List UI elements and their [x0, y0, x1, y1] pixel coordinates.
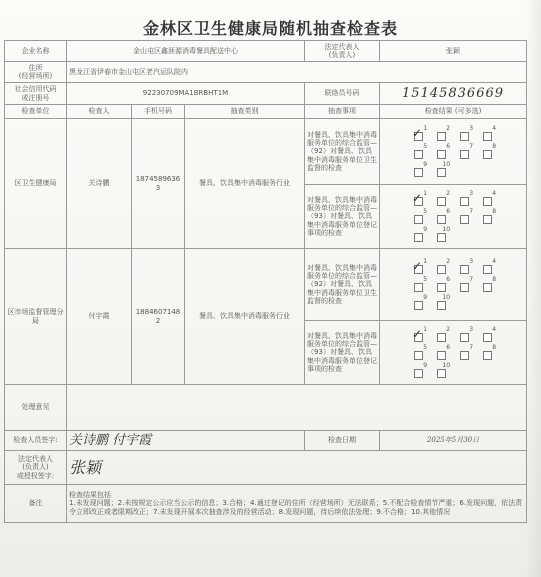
result-checkbox[interactable] — [414, 333, 423, 342]
result-option-number: 2 — [446, 124, 451, 132]
contact-phone-handwritten: 15145836669 — [402, 85, 505, 101]
result-checkbox[interactable] — [414, 351, 423, 360]
result-option-number: 8 — [492, 275, 497, 283]
result-option-number: 7 — [469, 207, 474, 215]
inspector-phone: 18745896363 — [132, 119, 185, 249]
result-option-number: 4 — [492, 124, 497, 132]
credit-code-value: 92230709MA1BRBHT1M — [67, 83, 305, 105]
result-option-number: 10 — [442, 160, 451, 168]
result-option-number: 8 — [492, 142, 497, 150]
result-option — [407, 143, 430, 161]
result-option — [453, 125, 476, 143]
result-checkbox[interactable] — [414, 197, 423, 206]
result-checkbox[interactable] — [414, 233, 423, 242]
result-option — [453, 208, 476, 226]
inspection-matter: 对餐具、饮具集中消毒服务单位的综合监管—（93）对餐具、饮具集中消毒服务单位登记事项的检查 — [305, 321, 380, 385]
result-option — [407, 161, 430, 179]
result-option-number: 1 — [423, 325, 428, 333]
result-checkbox[interactable] — [437, 215, 446, 224]
remarks-label: 备注 — [5, 485, 67, 523]
address-label: 住所 (经营场所) — [5, 62, 67, 83]
result-checkbox[interactable] — [460, 197, 469, 206]
company-name-value: 金山屯区鑫涯源消毒餐具配送中心 — [67, 41, 305, 62]
result-option-number: 1 — [423, 257, 428, 265]
result-checkboxes — [407, 190, 499, 244]
result-option — [407, 362, 430, 380]
result-option-number: 6 — [446, 142, 451, 150]
col-phone-header: 手机号码 — [132, 105, 185, 119]
result-option-number: 3 — [469, 189, 474, 197]
result-option — [476, 276, 499, 294]
result-option — [407, 276, 430, 294]
col-item-header: 抽查事项 — [305, 105, 380, 119]
result-option — [476, 125, 499, 143]
result-option-number: 3 — [469, 257, 474, 265]
result-checkbox[interactable] — [483, 150, 492, 159]
result-checkboxes — [407, 326, 499, 380]
result-option-number: 9 — [423, 225, 428, 233]
result-option — [430, 258, 453, 276]
col-unit-header: 检查单位 — [5, 105, 67, 119]
result-option — [407, 190, 430, 208]
col-inspector-header: 检查人 — [67, 105, 132, 119]
address-value: 黑龙江省伊春市金山屯区老汽运队院内 — [67, 62, 527, 83]
inspection-category: 餐具、饮具集中消毒服务行业 — [185, 249, 305, 385]
page-shadow — [525, 0, 541, 577]
result-checkbox[interactable] — [414, 283, 423, 292]
result-option — [453, 258, 476, 276]
result-checkbox[interactable] — [437, 197, 446, 206]
company-name-label: 企业名称 — [5, 41, 67, 62]
inspection-matter: 对餐具、饮具集中消毒服务单位的综合监管—（93）对餐具、饮具集中消毒服务单位登记事项的检查 — [305, 185, 380, 249]
result-option-number: 4 — [492, 257, 497, 265]
legal-sign-label: 法定代表人 (负责人) 或授权签字: — [5, 451, 67, 485]
result-option-number: 5 — [423, 343, 428, 351]
result-checkbox[interactable] — [437, 233, 446, 242]
inspector-signatures: 关诗鹏 付宇霞 — [69, 432, 152, 448]
result-option — [407, 326, 430, 344]
result-checkbox[interactable] — [460, 215, 469, 224]
result-checkbox[interactable] — [483, 265, 492, 274]
result-option-number: 9 — [423, 361, 428, 369]
result-option-number: 1 — [423, 189, 428, 197]
result-checkbox[interactable] — [437, 283, 446, 292]
result-checkbox[interactable] — [460, 351, 469, 360]
inspector-name: 关诗鹏 — [67, 119, 132, 249]
result-option — [476, 258, 499, 276]
result-checkbox[interactable] — [460, 283, 469, 292]
result-option-number: 5 — [423, 142, 428, 150]
result-checkbox[interactable] — [437, 132, 446, 141]
result-option — [407, 294, 430, 312]
result-checkbox[interactable] — [437, 150, 446, 159]
result-option — [430, 362, 453, 380]
result-checkbox[interactable] — [414, 369, 423, 378]
result-option — [407, 226, 430, 244]
result-option — [407, 125, 430, 143]
result-option-number: 4 — [492, 189, 497, 197]
result-option — [430, 190, 453, 208]
signature-label: 检查人员签字: — [5, 431, 67, 451]
result-option — [430, 344, 453, 362]
handling-opinion-label: 处理意见 — [5, 385, 67, 431]
result-checkbox[interactable] — [483, 333, 492, 342]
result-option-number: 6 — [446, 343, 451, 351]
result-option — [407, 208, 430, 226]
result-option — [430, 294, 453, 312]
result-option-number: 10 — [442, 225, 451, 233]
result-checkbox[interactable] — [437, 168, 446, 177]
result-option — [476, 344, 499, 362]
result-checkbox[interactable] — [460, 265, 469, 274]
result-option-number: 2 — [446, 257, 451, 265]
result-option-number: 9 — [423, 293, 428, 301]
result-option — [476, 208, 499, 226]
result-option — [476, 326, 499, 344]
result-option — [430, 143, 453, 161]
result-option — [476, 190, 499, 208]
inspection-matter: 对餐具、饮具集中消毒服务单位的综合监管—（92）对餐具、饮具集中消毒服务单位卫生监督的检查 — [305, 119, 380, 185]
result-option-number: 8 — [492, 343, 497, 351]
date-label: 检查日期 — [305, 431, 380, 451]
result-checkbox[interactable] — [483, 132, 492, 141]
unit-name: 区卫生健康局 — [5, 119, 67, 249]
result-option-number: 6 — [446, 207, 451, 215]
result-option-number: 8 — [492, 207, 497, 215]
inspector-phone: 18846071482 — [132, 249, 185, 385]
result-option-number: 6 — [446, 275, 451, 283]
inspection-category: 餐具、饮具集中消毒服务行业 — [185, 119, 305, 249]
result-option-number: 9 — [423, 160, 428, 168]
result-option-number: 3 — [469, 124, 474, 132]
inspector-name: 付宇霞 — [67, 249, 132, 385]
form-title: 金林区卫生健康局随机抽查检查表 — [142, 19, 398, 38]
result-checkbox[interactable] — [414, 265, 423, 274]
result-checkbox[interactable] — [483, 197, 492, 206]
result-checkbox[interactable] — [414, 150, 423, 159]
result-checkbox[interactable] — [437, 351, 446, 360]
result-option — [453, 143, 476, 161]
legal-rep-label: 法定代表人 (负责人) — [305, 41, 380, 62]
result-option-number: 10 — [442, 293, 451, 301]
result-option-number: 7 — [469, 343, 474, 351]
result-option-number: 2 — [446, 189, 451, 197]
handling-opinion-value — [67, 385, 527, 431]
result-option — [453, 190, 476, 208]
col-category-header: 抽查类别 — [185, 105, 305, 119]
result-option — [407, 258, 430, 276]
table-row — [5, 249, 527, 321]
legal-rep-value: 张颖 — [380, 41, 527, 62]
result-checkbox[interactable] — [437, 301, 446, 310]
result-checkbox[interactable] — [437, 265, 446, 274]
result-checkbox[interactable] — [414, 215, 423, 224]
result-checkbox[interactable] — [414, 132, 423, 141]
result-option — [430, 208, 453, 226]
result-option — [430, 326, 453, 344]
result-option-number: 5 — [423, 275, 428, 283]
result-checkbox[interactable] — [414, 168, 423, 177]
contact-phone-label: 联络员号码 — [305, 83, 380, 105]
result-checkbox[interactable] — [437, 333, 446, 342]
result-option-number: 10 — [442, 361, 451, 369]
result-option-number: 4 — [492, 325, 497, 333]
result-checkbox[interactable] — [460, 132, 469, 141]
result-checkbox[interactable] — [483, 215, 492, 224]
unit-name: 区市场监督管理分局 — [5, 249, 67, 385]
result-checkbox[interactable] — [483, 283, 492, 292]
result-option-number: 1 — [423, 124, 428, 132]
result-option — [453, 276, 476, 294]
result-checkbox[interactable] — [483, 351, 492, 360]
inspection-matter: 对餐具、饮具集中消毒服务单位的综合监管—（92）对餐具、饮具集中消毒服务单位卫生监督的检查 — [305, 249, 380, 321]
result-option-number: 3 — [469, 325, 474, 333]
result-checkbox[interactable] — [460, 150, 469, 159]
result-checkbox[interactable] — [437, 369, 446, 378]
col-result-header: 检查结果 (可多选) — [380, 105, 527, 119]
result-option — [453, 344, 476, 362]
legal-signature: 张颖 — [69, 457, 102, 477]
result-checkbox[interactable] — [460, 333, 469, 342]
inspection-date: 2025年5月30日 — [380, 431, 527, 451]
result-option-number: 5 — [423, 207, 428, 215]
table-row — [5, 119, 527, 185]
result-option — [476, 143, 499, 161]
result-option-number: 7 — [469, 142, 474, 150]
result-option — [430, 125, 453, 143]
result-checkboxes — [407, 125, 499, 179]
remarks-text: 检查结果包括 1.未发现问题；2.未按规定公示应当公示的信息；3.合格；4.通过登记的住所（经营场所）无法联系；5.不配合检查情节严重；6.发现问题，依法责令立即改正或者限期改正；7.未发现开展本次抽查涉及的经营活动；8.发现问题，待后续依法处理；9.不合格；10.其他情况 — [67, 485, 527, 523]
result-option-number: 2 — [446, 325, 451, 333]
result-option — [453, 326, 476, 344]
inspection-form — [4, 40, 527, 523]
result-option — [430, 161, 453, 179]
result-checkboxes — [407, 258, 499, 312]
result-option — [430, 276, 453, 294]
result-option-number: 7 — [469, 275, 474, 283]
result-checkbox[interactable] — [414, 301, 423, 310]
result-option — [407, 344, 430, 362]
credit-code-label: 社会信用代码 或注册号 — [5, 83, 67, 105]
result-option — [430, 226, 453, 244]
